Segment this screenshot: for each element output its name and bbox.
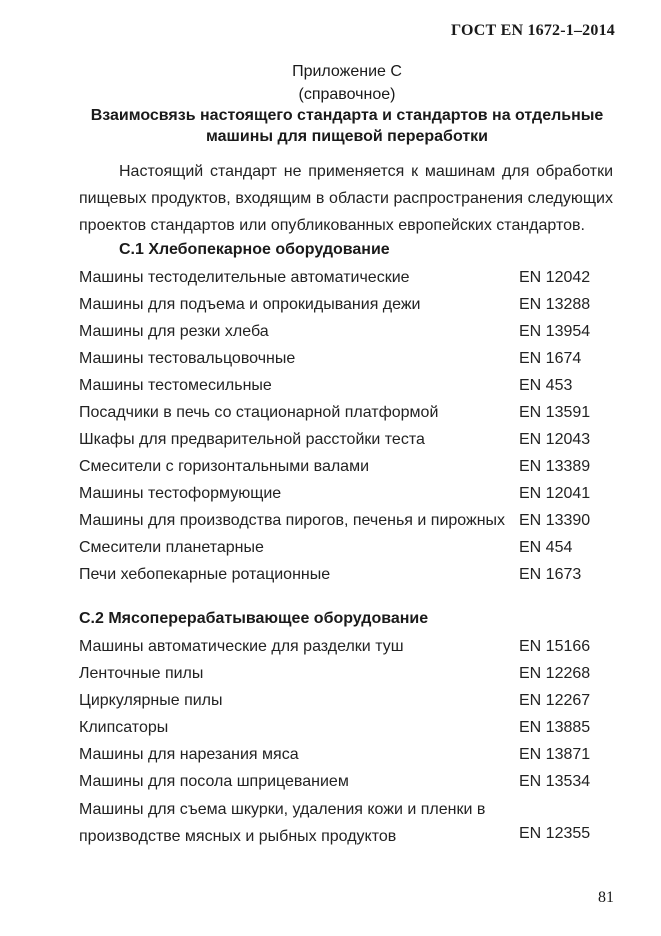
machine-name: Машины автоматические для разделки туш [79, 638, 404, 655]
standard-code: EN 1673 [519, 566, 582, 583]
machine-name: Машины тестомесильные [79, 377, 272, 394]
standard-code: EN 453 [519, 377, 573, 394]
section-title: С.2 Мясоперерабатывающее оборудование [79, 610, 429, 627]
machine-name: Циркулярные пилы [79, 692, 223, 709]
list-item [79, 537, 619, 564]
list-item [79, 375, 619, 402]
standard-code: EN 12355 [519, 825, 591, 842]
annex-heading-line1: Взаимосвязь настоящего стандарта и стандартов на отдельные [90, 107, 604, 124]
list-item [79, 456, 619, 483]
standard-code: EN 454 [519, 539, 573, 556]
standard-code: EN 12268 [519, 665, 591, 682]
list-item [79, 636, 619, 663]
machine-name: Машины тестоделительные автоматические [79, 269, 410, 286]
standard-code: EN 13389 [519, 458, 591, 475]
standard-code: EN 13954 [519, 323, 591, 340]
standard-code: EN 13871 [519, 746, 591, 763]
machine-name: Печи хебопекарные ротационные [79, 566, 331, 583]
annex-status: (справочное) [298, 86, 396, 103]
standard-code: EN 15166 [519, 638, 591, 655]
page-number: 81 [598, 889, 614, 906]
list-item [79, 798, 619, 852]
machine-name: Машины для посола шприцеванием [79, 773, 349, 790]
standards-list-meat [79, 636, 619, 852]
standard-code: EN 12041 [519, 485, 591, 502]
standard-code: EN 12042 [519, 269, 591, 286]
machine-name: Машины для подъема и опрокидывания дежи [79, 296, 421, 313]
list-item [79, 690, 619, 717]
standard-code: EN 12043 [519, 431, 591, 448]
standard-code: EN 13390 [519, 512, 591, 529]
standard-code: EN 1674 [519, 350, 582, 367]
list-item [79, 564, 619, 591]
list-item [79, 402, 619, 429]
section-title: С.1 Хлебопекарное оборудование [119, 241, 390, 258]
list-item [79, 771, 619, 798]
standards-list-bakery [79, 267, 619, 591]
annex-heading-line2: машины для пищевой переработки [206, 128, 488, 145]
standard-code: EN 13591 [519, 404, 591, 421]
list-item [79, 267, 619, 294]
machine-name: Клипсаторы [79, 719, 169, 736]
machine-name: Машины для производства пирогов, печенья и пирожных [79, 512, 506, 529]
machine-name: Ленточные пилы [79, 665, 204, 682]
list-item [79, 510, 619, 537]
machine-name: Смесители с горизонтальными валами [79, 458, 370, 475]
machine-name: Машины для съема шкурки, удаления кожи и пленки в производстве мясных и рыбных продуктов [79, 801, 486, 845]
machine-name: Машины для резки хлеба [79, 323, 269, 340]
list-item [79, 294, 619, 321]
machine-name: Машины тестоформующие [79, 485, 282, 502]
standard-code: EN 13534 [519, 773, 591, 790]
machine-name: Посадчики в печь со стационарной платформой [79, 404, 439, 421]
list-item [79, 348, 619, 375]
intro-paragraph: Настоящий стандарт не применяется к машинам для обработки пищевых продуктов, входящим в области распространения следующих проектов стандартов или опубликованных европейских стандартов. [79, 163, 613, 234]
standard-code: EN 13288 [519, 296, 591, 313]
list-item [79, 429, 619, 456]
document-code: ГОСТ EN 1672-1–2014 [450, 22, 615, 39]
list-item [79, 744, 619, 771]
list-item [79, 483, 619, 510]
machine-name: Шкафы для предварительной расстойки теста [79, 431, 425, 448]
standard-code: EN 12267 [519, 692, 591, 709]
standard-code: EN 13885 [519, 719, 591, 736]
machine-name: Смесители планетарные [79, 539, 264, 556]
annex-title: Приложение С [292, 63, 402, 80]
list-item [79, 663, 619, 690]
list-item [79, 717, 619, 744]
machine-name: Машины для нарезания мяса [79, 746, 299, 763]
machine-name: Машины тестовальцовочные [79, 350, 296, 367]
list-item [79, 321, 619, 348]
